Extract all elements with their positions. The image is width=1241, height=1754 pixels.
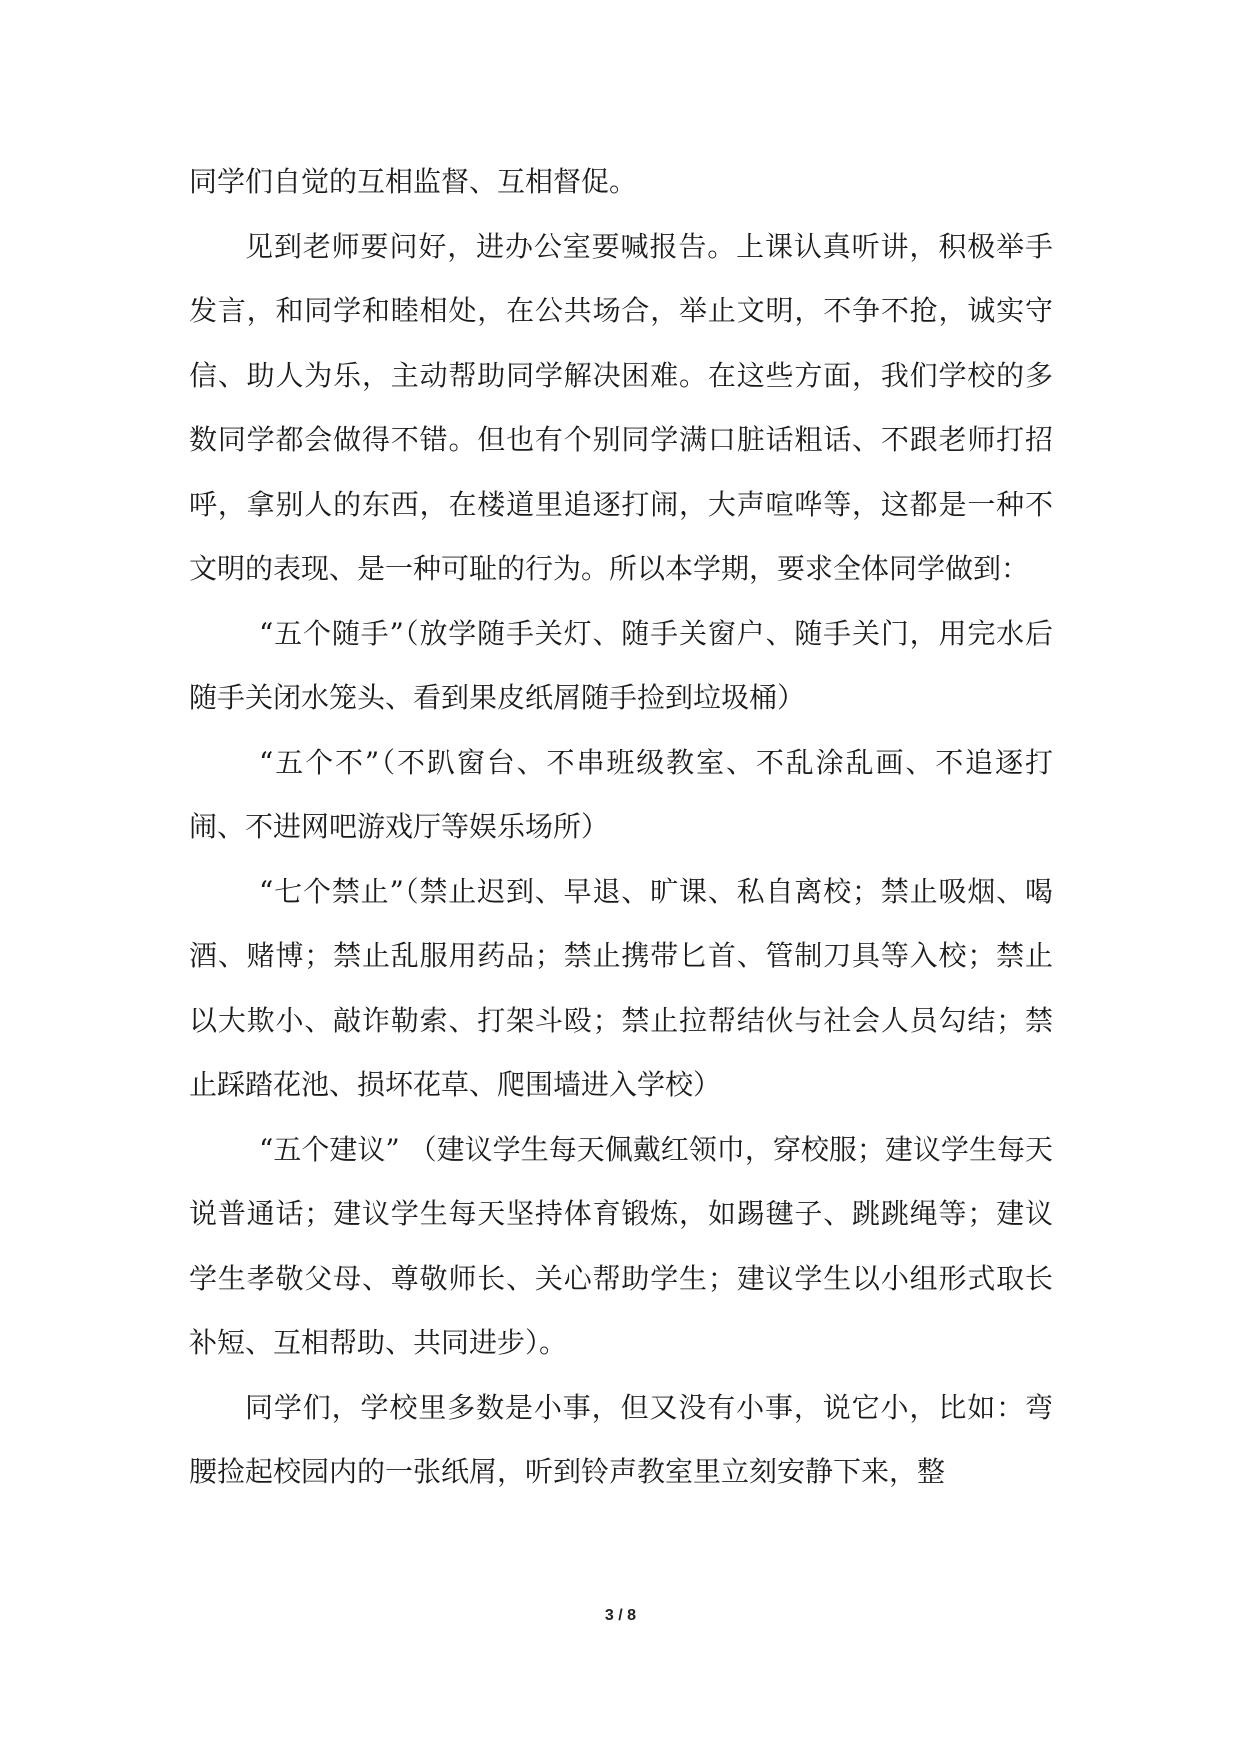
document-body [189,150,1053,1505]
paragraph-five-nots: “五个不”（不趴窗台、不串班级教室、不乱涂乱画、不追逐打闹、不进网吧游戏厅等娱乐场所） [189,745,1053,843]
paragraph-continuation: 同学们自觉的互相监督、互相督促。 [189,165,638,198]
page-number: 3 / 8 [604,1607,637,1624]
paragraph-etiquette: 见到老师要问好，进办公室要喊报告。上课认真听讲，积极举手发言，和同学和睦相处，在公共场合，举止文明，不争不抢，诚实守信、助人为乐，主动帮助同学解决困难。在这些方面，我们学校的多数同学都会做得不错。但也有个别同学满口脏话粗话、不跟老师打招呼，拿别人的东西，在楼道里追逐打闹，大声喧哗等，这都是一种不文明的表现、是一种可耻的行为。所以本学期，要求全体同学做到： [189,229,1053,585]
paragraph-five-casual: “五个随手”（放学随手关灯、随手关窗户、随手关门，用完水后随手关闭水笼头、看到果皮纸屑随手捡到垃圾桶） [189,616,1053,714]
paragraph-small-things: 同学们，学校里多数是小事，但又没有小事，说它小，比如：弯腰捡起校园内的一张纸屑，听到铃声教室里立刻安静下来，整 [189,1390,1053,1488]
paragraph-five-suggestions: “五个建议” （建议学生每天佩戴红领巾，穿校服；建议学生每天说普通话；建议学生每天坚持体育锻炼，如踢毽子、跳跳绳等；建议学生孝敬父母、尊敬师长、关心帮助学生；建议学生以小组形式取长补短、互相帮助、共同进步）。 [189,1132,1053,1359]
paragraph-seven-prohibitions: “七个禁止”（禁止迟到、早退、旷课、私自离校；禁止吸烟、喝酒、赌博；禁止乱服用药品；禁止携带匕首、管制刀具等入校；禁止以大欺小、敲诈勒索、打架斗殴；禁止拉帮结伙与社会人员勾结；禁止踩踏花池、损坏花草、爬围墙进入学校） [189,874,1053,1101]
